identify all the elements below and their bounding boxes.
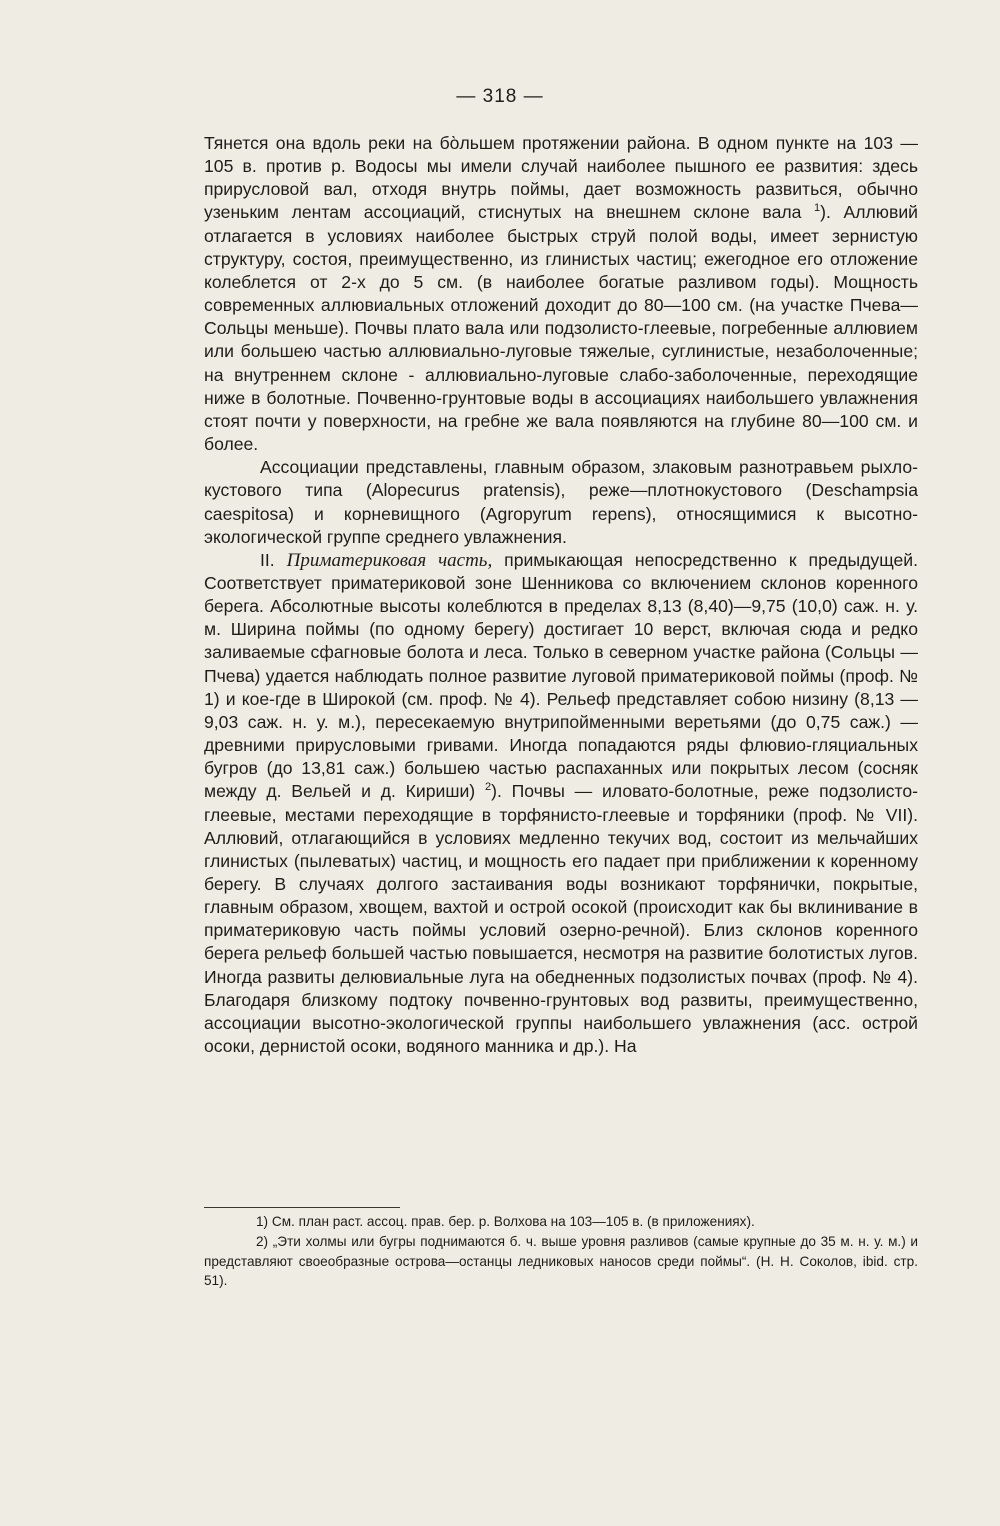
- footnote-ref-1[interactable]: 1: [814, 202, 821, 215]
- footnote-ref-2[interactable]: 2: [484, 781, 492, 794]
- footnote-2: [204, 1232, 918, 1291]
- paragraph-3: [204, 549, 918, 1058]
- section-number: II.: [260, 549, 275, 570]
- page-number: — 318 —: [456, 86, 544, 107]
- paragraph-1-text-cont: ). Аллювий отлагается в условиях наиболее быстрых струй полой воды, имеет зернистую структуру, состоя, преимущественно, из глинистых частиц; ежегодное его отложение колеблется от 2-х до 5 см. (в наиболее богатые разливом годы). Мощность современных аллювиальных отложений доходит до 80—100 см. (на участке Пчева—Сольцы меньше). Почвы плато вала или подзолисто-глеевые, погребенные аллювием или большею частью аллювиально-луговые тяжелые, суглинистые, незаболоченные; на внутреннем склоне - аллювиально-луговые слабо-заболоченные, переходящие ниже в болотные. Почвенно-грунтовые воды в ассоциациях наибольшего увлажнения стоят почти у поверхности, на гребне же вала появляются на глубине 80—100 см. и более.: [204, 202, 918, 455]
- footnote-1: [204, 1212, 918, 1232]
- footnote-1-mark: 1): [256, 1214, 269, 1229]
- paragraph-3-text-cont: ). Почвы — иловато-болотные, реже подзолисто-глеевые, местами переходящие в торфянисто-глеевые и торфяники (проф. № VII). Аллювий, отлагающийся в условиях медленно текучих вод, состоит из мельчайших глинистых (пылеватых) частиц, и мощность его падает при приближении к коренному берегу. В случаях долгого застаивания воды возникают торфянички, покрытые, главным образом, хвощем, вахтой и острой осокой (происходит как бы вклинивание в приматериковую часть поймы условий озерно-речной). Близ склонов коренного берега рельеф большей частью повышается, несмотря на развитие болотистых лугов. Иногда развиты делювиальные луга на обедненных подзолистых почвах (проф. № 4). Благодаря близкому подтоку почвенно-грунтовых вод развиты, преимущественно, ассоциации высотно-экологической группы наибольшего увлажнения (асс. острой осоки, дернистой осоки, водяного манника и др.). На: [204, 781, 919, 1057]
- paragraph-2: Ассоциации представлены, главным образом, злаковым разнотравьем рыхло-кустового типа (Alopecurus pratensis), реже—плотнокустового (Deschampsia caespitosa) и корневищного (Agropyrum repens), относящимися к высотно-экологической группе среднего увлажнения.: [204, 457, 918, 547]
- footnote-2-mark: 2): [256, 1233, 269, 1249]
- section-title: Приматериковая часть,: [286, 549, 493, 571]
- footnotes: [204, 1212, 918, 1291]
- paragraph-1-text: Тянется она вдоль реки на бо̀льшем протяжении района. В одном пункте на 103 — 105 в. против р. Водосы мы имели случай наиболее пышного ее развития: здесь прирусловой вал, отходя внутрь поймы, дает возможность развиться, обычно узеньким лентам ассоциаций, стиснутых на внешнем склоне вала: [204, 133, 918, 223]
- footnote-divider: [204, 1207, 400, 1208]
- main-text: [204, 132, 918, 1058]
- paragraph-1: [204, 132, 918, 456]
- footnote-2-text: „Эти холмы или бугры поднимаются б. ч. выше уровня разливов (самые крупные до 35 м. н. у. м.) и представляют своеобразные острова—останцы ледниковых наносов среди поймы“. (Н. Н. Соколов, ibid. стр. 51).: [204, 1233, 918, 1289]
- paragraph-3-text: примыкающая непосредственно к предыдущей. Соответствует приматериковой зоне Шенникова со включением склонов коренного берега. Абсолютные высоты колеблются в пределах 8,13 (8,40)—9,75 (10,0) саж. н. у. м. Ширина поймы (по одному берегу) достигает 10 верст, включая сюда и редко заливаемые сфагновые болота и леса. Только в северном участке района (Сольцы — Пчева) удается наблюдать полное развитие луговой приматериковой поймы (проф. № 1) и кое-где в Широкой (см. проф. № 4). Рельеф представляет собою низину (8,13 — 9,03 саж. н. у. м.), пересекаемую внутрипойменными веретьями (до 0,75 саж.) — древними прирусловыми гривами. Иногда попадаются ряды флювио-гляциальных бугров (до 13,81 саж.) большею частью распаханных или покрытых лесом (сосняк между д. Вельей и д. Кириши): [204, 549, 919, 802]
- footnote-1-text: См. план раст. ассоц. прав. бер. р. Волхова на 103—105 в. (в приложениях).: [271, 1214, 755, 1229]
